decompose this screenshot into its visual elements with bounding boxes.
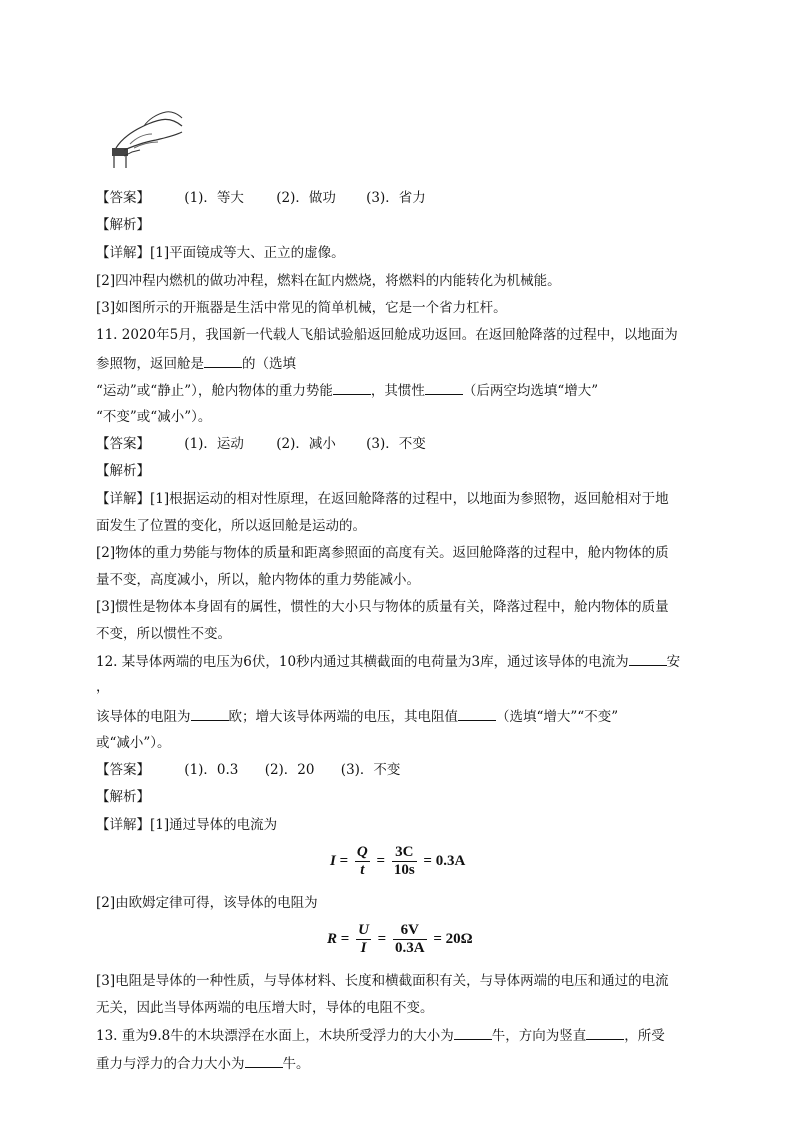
answer-blank[interactable] — [191, 706, 229, 721]
detail-text: 面发生了位置的变化，所以返回舱是运动的。 — [96, 518, 366, 534]
question-12-text: 该导体的电阻为 欧；增大该导体两端的电压，其电阻值 （选填“增大”“不变” — [96, 706, 618, 727]
q10-answer-row — [96, 188, 426, 208]
detail-text: [3]电阻是导体的一种性质，与导体材料、长度和横截面积有关，与导体两端的电压和通过的电流 — [96, 973, 669, 989]
answer-3: (3)．省力 — [366, 190, 426, 206]
question-12-text: 或“减小”）。 — [96, 735, 171, 751]
question-12-text: ， — [96, 679, 110, 695]
detail-text: 【详解】[1]根据运动的相对性原理，在返回舱降落的过程中，以地面为参照物，返回舱相对于地 — [96, 491, 669, 507]
question-11-text: 参照物，返回舱是 的（选填 — [96, 353, 296, 374]
answer-3: (3)．不变 — [340, 762, 401, 778]
answer-2: (2)．20 — [264, 762, 315, 778]
answer-tag: 【答案】 — [96, 190, 150, 206]
analysis-tag: 【解析】 — [96, 217, 150, 233]
answer-blank[interactable] — [586, 1025, 624, 1040]
answer-blank[interactable] — [458, 706, 496, 721]
detail-text: 【详解】[1]平面镜成等大、正立的虚像。 — [96, 245, 345, 261]
resistance-formula: R = $\frac{U}{I}$ = $\frac{6V}{0.3A}$ = 20Ω — [327, 922, 473, 956]
answer-2: (2)．减小 — [276, 436, 336, 452]
question-11-text: “运动”或“静止”），舱内物体的重力势能 ，其惯性 （后两空均选填“增大” — [96, 380, 598, 401]
answer-blank[interactable] — [333, 380, 371, 395]
q12-answer-row — [96, 760, 400, 780]
current-formula: I = $\frac{Q}{t}$ = $\frac{3C}{10s}$ = 0.3A — [330, 844, 466, 878]
answer-1: (1)．等大 — [184, 190, 244, 206]
bottle-opener-illustration — [104, 108, 186, 170]
question-12-text: 12. 某导体两端的电压为6伏，10秒内通过其横截面的电荷量为3库，通过该导体的电流为 安 — [96, 651, 680, 672]
answer-blank[interactable] — [245, 1053, 283, 1068]
question-11-text: “不变”或“减小”）。 — [96, 409, 212, 425]
answer-tag: 【答案】 — [96, 436, 150, 452]
question-11-text: 11. 2020年5月，我国新一代载人飞船试验船返回舱成功返回。在返回舱降落的过程中，以地面为 — [96, 327, 678, 343]
detail-text: [2]物体的重力势能与物体的质量和距离参照面的高度有关。返回舱降落的过程中，舱内物体的质 — [96, 545, 669, 561]
answer-blank[interactable] — [425, 380, 463, 395]
answer-blank[interactable] — [204, 353, 242, 368]
answer-tag: 【答案】 — [96, 762, 150, 778]
detail-text: [3]如图所示的开瓶器是生活中常见的简单机械，它是一个省力杠杆。 — [96, 300, 507, 316]
detail-text: 【详解】[1]通过导体的电流为 — [96, 817, 278, 833]
analysis-tag: 【解析】 — [96, 463, 150, 479]
detail-text: 量不变，高度减小，所以，舱内物体的重力势能减小。 — [96, 572, 420, 588]
q11-answer-row — [96, 434, 426, 454]
answer-blank[interactable] — [454, 1025, 492, 1040]
question-13-text: 13. 重为9.8牛的木块漂浮在水面上，木块所受浮力的大小为 牛，方向为竖直 ，所受 — [96, 1025, 665, 1046]
answer-1: (1)．运动 — [184, 436, 244, 452]
detail-text: [2]四冲程内燃机的做功冲程，燃料在缸内燃烧，将燃料的内能转化为机械能。 — [96, 273, 561, 289]
answer-3: (3)．不变 — [366, 436, 426, 452]
answer-2: (2)．做功 — [276, 190, 336, 206]
answer-blank[interactable] — [629, 651, 667, 666]
analysis-tag: 【解析】 — [96, 789, 150, 805]
detail-text: [3]惯性是物体本身固有的属性，惯性的大小只与物体的质量有关，降落过程中，舱内物体的质量 — [96, 599, 669, 615]
detail-text: 不变，所以惯性不变。 — [96, 626, 231, 642]
answer-1: (1)．0.3 — [184, 762, 239, 778]
question-13-text: 重力与浮力的合力大小为 牛。 — [96, 1053, 310, 1074]
detail-text: [2]由欧姆定律可得，该导体的电阻为 — [96, 895, 318, 911]
detail-text: 无关，因此当导体两端的电压增大时，导体的电阻不变。 — [96, 1000, 434, 1016]
